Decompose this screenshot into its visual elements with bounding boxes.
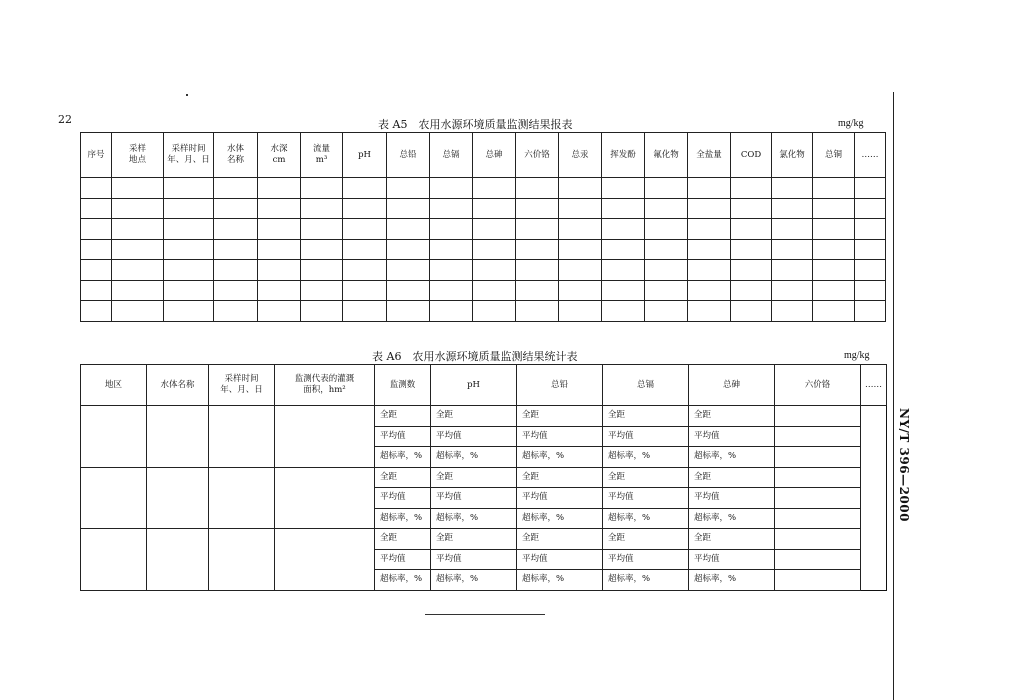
table-cell: [81, 178, 112, 199]
table-cell: [855, 301, 886, 322]
table-cell: [214, 301, 258, 322]
table-cell: [343, 219, 387, 240]
table-cell: [473, 280, 516, 301]
metric-label: 全距: [603, 467, 689, 488]
table-cell: [81, 467, 147, 529]
table-cell: [301, 219, 343, 240]
col-header: 氟化物: [645, 133, 688, 178]
table-cell: [387, 239, 430, 260]
metric-label: 平均值: [689, 426, 775, 447]
metric-label: 全距: [603, 529, 689, 550]
col-header: COD: [731, 133, 772, 178]
metric-label: 全距: [431, 467, 517, 488]
col-header: ……: [861, 365, 887, 406]
table-cell: [164, 178, 214, 199]
table-cell: [813, 301, 855, 322]
table-cell: [813, 239, 855, 260]
table-cell: [430, 178, 473, 199]
table-cell: [473, 219, 516, 240]
table-cell: [112, 178, 164, 199]
table-a5: [80, 132, 886, 322]
table-cell: [214, 178, 258, 199]
table-row: [81, 406, 887, 427]
table-row: [81, 301, 886, 322]
table-cell: [645, 260, 688, 281]
table-cell: [516, 280, 559, 301]
table-cell: [855, 178, 886, 199]
col-header: pH: [431, 365, 517, 406]
table-cell: [209, 467, 275, 529]
table-cell: [275, 406, 375, 468]
table-cell: [209, 406, 275, 468]
table-row: [81, 198, 886, 219]
table-cell: [343, 301, 387, 322]
metric-label: 超标率，%: [689, 447, 775, 468]
table-cell: [343, 239, 387, 260]
table-cell: [772, 178, 813, 199]
table-cell: [645, 301, 688, 322]
table-cell: [387, 260, 430, 281]
table-cell: [258, 219, 301, 240]
table-cell: [775, 488, 861, 509]
table-cell: [775, 549, 861, 570]
table-cell: [731, 301, 772, 322]
table-cell: [81, 260, 112, 281]
col-header: 全盐量: [688, 133, 731, 178]
table-cell: [559, 198, 602, 219]
water-header: 水体 名称: [214, 133, 258, 178]
table-row: [81, 219, 886, 240]
table-cell: [164, 239, 214, 260]
metric-label: 超标率，%: [431, 447, 517, 468]
col-header: 六价铬: [775, 365, 861, 406]
area-header: 监测代表的灌溉 面积，hm²: [275, 365, 375, 406]
depth-header: 水深 cm: [258, 133, 301, 178]
table-cell: [387, 301, 430, 322]
table-cell: [602, 301, 645, 322]
table-cell: [343, 280, 387, 301]
metric-label: 全距: [689, 406, 775, 427]
metric-label: 超标率，%: [517, 447, 603, 468]
table-cell: [430, 239, 473, 260]
metric-label: 全距: [517, 529, 603, 550]
table-cell: [387, 219, 430, 240]
table-cell: [387, 280, 430, 301]
scan-speck: [186, 94, 188, 96]
table-cell: [214, 198, 258, 219]
table-cell: [775, 467, 861, 488]
col-header: 挥发酚: [602, 133, 645, 178]
metric-label: 全距: [689, 467, 775, 488]
metric-label: 平均值: [689, 488, 775, 509]
metric-label: 平均值: [603, 426, 689, 447]
table-cell: [112, 280, 164, 301]
table-cell: [164, 280, 214, 301]
table-cell: [731, 239, 772, 260]
table-cell: [214, 260, 258, 281]
table-a5-unit: mg/kg: [838, 118, 864, 129]
metric-label: 全距: [431, 406, 517, 427]
metric-label: 全距: [603, 406, 689, 427]
table-row: [81, 178, 886, 199]
col-header: 总铜: [813, 133, 855, 178]
table-cell: [275, 529, 375, 591]
water-name-header: 水体名称: [147, 365, 209, 406]
metric-label: 平均值: [375, 549, 431, 570]
metric-label: 超标率，%: [689, 508, 775, 529]
table-cell: [772, 301, 813, 322]
metric-label: 全距: [517, 406, 603, 427]
table-cell: [516, 301, 559, 322]
table-cell: [559, 301, 602, 322]
table-cell: [645, 280, 688, 301]
table-cell: [387, 198, 430, 219]
metric-label: 超标率，%: [603, 447, 689, 468]
table-cell: [81, 239, 112, 260]
table-row: [81, 467, 887, 488]
table-cell: [275, 467, 375, 529]
table-cell: [645, 178, 688, 199]
time-header: 采样时间 年、月、日: [164, 133, 214, 178]
table-cell: [731, 260, 772, 281]
table-cell: [164, 260, 214, 281]
table-cell: [164, 219, 214, 240]
col-header: 总砷: [473, 133, 516, 178]
table-cell: [772, 280, 813, 301]
table-cell: [688, 198, 731, 219]
table-cell: [473, 198, 516, 219]
table-cell: [688, 301, 731, 322]
table-cell: [602, 198, 645, 219]
table-cell: [855, 198, 886, 219]
site-header: 采样 地点: [112, 133, 164, 178]
table-a5-caption: 表 A5 农用水源环境质量监测结果报表: [378, 118, 573, 131]
table-cell: [430, 260, 473, 281]
table-cell: [602, 280, 645, 301]
sidebar-rule: [893, 92, 916, 700]
flow-header: 流量 m³: [301, 133, 343, 178]
table-cell: [81, 406, 147, 468]
metric-label: 平均值: [375, 488, 431, 509]
table-cell: [645, 219, 688, 240]
region-header: 地区: [81, 365, 147, 406]
metric-label: 超标率，%: [517, 508, 603, 529]
table-cell: [473, 260, 516, 281]
table-cell: [81, 219, 112, 240]
table-row: [81, 260, 886, 281]
col-header: ……: [855, 133, 886, 178]
table-cell: [772, 239, 813, 260]
table-cell: [775, 447, 861, 468]
table-cell: [813, 198, 855, 219]
table-cell: [430, 219, 473, 240]
table-cell: [258, 301, 301, 322]
time-header: 采样时间 年、月、日: [209, 365, 275, 406]
table-cell: [602, 239, 645, 260]
table-cell: [164, 198, 214, 219]
table-cell: [731, 198, 772, 219]
table-cell: [775, 529, 861, 550]
metric-label: 全距: [375, 467, 431, 488]
table-cell: [301, 260, 343, 281]
table-cell: [387, 178, 430, 199]
metric-label: 全距: [689, 529, 775, 550]
table-cell: [343, 178, 387, 199]
table-cell: [559, 280, 602, 301]
table-cell: [164, 301, 214, 322]
table-cell: [81, 198, 112, 219]
table-cell: [813, 219, 855, 240]
table-cell: [559, 260, 602, 281]
table-cell: [516, 198, 559, 219]
table-cell: [301, 239, 343, 260]
table-cell: [473, 178, 516, 199]
table-cell: [430, 280, 473, 301]
footnote-rule: [425, 614, 545, 615]
metric-label: 超标率，%: [375, 508, 431, 529]
table-cell: [147, 529, 209, 591]
metric-label: 平均值: [431, 549, 517, 570]
table-cell: [688, 178, 731, 199]
table-cell: [214, 280, 258, 301]
table-cell: [473, 301, 516, 322]
metric-label: 超标率，%: [603, 570, 689, 591]
metric-label: 平均值: [517, 549, 603, 570]
col-header: 总铅: [517, 365, 603, 406]
table-cell: [516, 178, 559, 199]
table-row: [81, 529, 887, 550]
table-cell: [731, 178, 772, 199]
table-cell: [112, 219, 164, 240]
table-cell: [602, 219, 645, 240]
table-cell: [855, 239, 886, 260]
table-cell: [112, 239, 164, 260]
table-cell: [516, 219, 559, 240]
table-cell: [775, 426, 861, 447]
metric-label: 超标率，%: [431, 570, 517, 591]
table-cell: [855, 219, 886, 240]
table-cell: [258, 178, 301, 199]
table-cell: [343, 198, 387, 219]
table-cell: [688, 260, 731, 281]
table-a6-caption: 表 A6 农用水源环境质量监测结果统计表: [372, 350, 578, 363]
table-cell: [855, 280, 886, 301]
table-cell: [516, 260, 559, 281]
table-cell: [813, 178, 855, 199]
metric-label: 平均值: [689, 549, 775, 570]
table-cell: [430, 198, 473, 219]
table-cell: [602, 260, 645, 281]
metric-label: 全距: [375, 406, 431, 427]
table-cell: [258, 239, 301, 260]
col-header: pH: [343, 133, 387, 178]
table-cell: [301, 178, 343, 199]
table-cell: [214, 239, 258, 260]
table-cell: [516, 239, 559, 260]
table-cell: [775, 406, 861, 427]
col-header: 总铅: [387, 133, 430, 178]
table-cell: [559, 219, 602, 240]
table-cell: [112, 301, 164, 322]
table-cell: [775, 508, 861, 529]
metric-label: 全距: [517, 467, 603, 488]
table-cell: [645, 239, 688, 260]
table-row: [81, 239, 886, 260]
table-cell: [772, 219, 813, 240]
table-cell: [147, 406, 209, 468]
table-cell: [301, 301, 343, 322]
col-header: 氯化物: [772, 133, 813, 178]
metric-label: 超标率，%: [603, 508, 689, 529]
table-a6: [80, 364, 887, 591]
table-cell: [301, 198, 343, 219]
metric-label: 平均值: [603, 549, 689, 570]
table-cell: [81, 529, 147, 591]
col-header: 总汞: [559, 133, 602, 178]
metric-label: 超标率，%: [431, 508, 517, 529]
metric-label: 超标率，%: [375, 447, 431, 468]
table-cell: [301, 280, 343, 301]
table-cell: [81, 280, 112, 301]
table-cell: [430, 301, 473, 322]
metric-label: 平均值: [517, 488, 603, 509]
metric-label: 平均值: [517, 426, 603, 447]
standard-code: NY/T 396—2000: [897, 408, 911, 522]
table-cell: [772, 198, 813, 219]
page-number: 22: [58, 113, 72, 126]
table-cell: [731, 219, 772, 240]
table-cell: [209, 529, 275, 591]
col-header: 总镉: [430, 133, 473, 178]
table-cell: [688, 219, 731, 240]
metric-label: 全距: [431, 529, 517, 550]
metric-label: 平均值: [603, 488, 689, 509]
col-header: 总镉: [603, 365, 689, 406]
table-row: [81, 280, 886, 301]
metric-label: 超标率，%: [689, 570, 775, 591]
table-cell: [688, 239, 731, 260]
table-cell: [559, 178, 602, 199]
table-cell: [688, 280, 731, 301]
table-cell: [258, 260, 301, 281]
metric-label: 平均值: [375, 426, 431, 447]
table-cell: [772, 260, 813, 281]
metric-label: 平均值: [431, 488, 517, 509]
table-cell: [473, 239, 516, 260]
table-cell: [81, 301, 112, 322]
table-cell: [147, 467, 209, 529]
metric-label: 全距: [375, 529, 431, 550]
table-cell: [258, 198, 301, 219]
table-a6-unit: mg/kg: [844, 350, 870, 361]
metric-label: 超标率，%: [517, 570, 603, 591]
metric-label: 超标率，%: [375, 570, 431, 591]
table-cell: [602, 178, 645, 199]
table-cell: [731, 280, 772, 301]
seq-header: 序号: [81, 133, 112, 178]
table-cell: [214, 219, 258, 240]
table-cell: [855, 260, 886, 281]
table-cell: [775, 570, 861, 591]
table-cell: [112, 260, 164, 281]
metric-label: 平均值: [431, 426, 517, 447]
table-cell: [813, 280, 855, 301]
col-header: 六价铬: [516, 133, 559, 178]
table-cell: [258, 280, 301, 301]
table-cell: [343, 260, 387, 281]
table-cell: [559, 239, 602, 260]
table-cell: [112, 198, 164, 219]
count-header: 监测数: [375, 365, 431, 406]
col-header: 总砷: [689, 365, 775, 406]
table-cell: [645, 198, 688, 219]
table-cell: [813, 260, 855, 281]
